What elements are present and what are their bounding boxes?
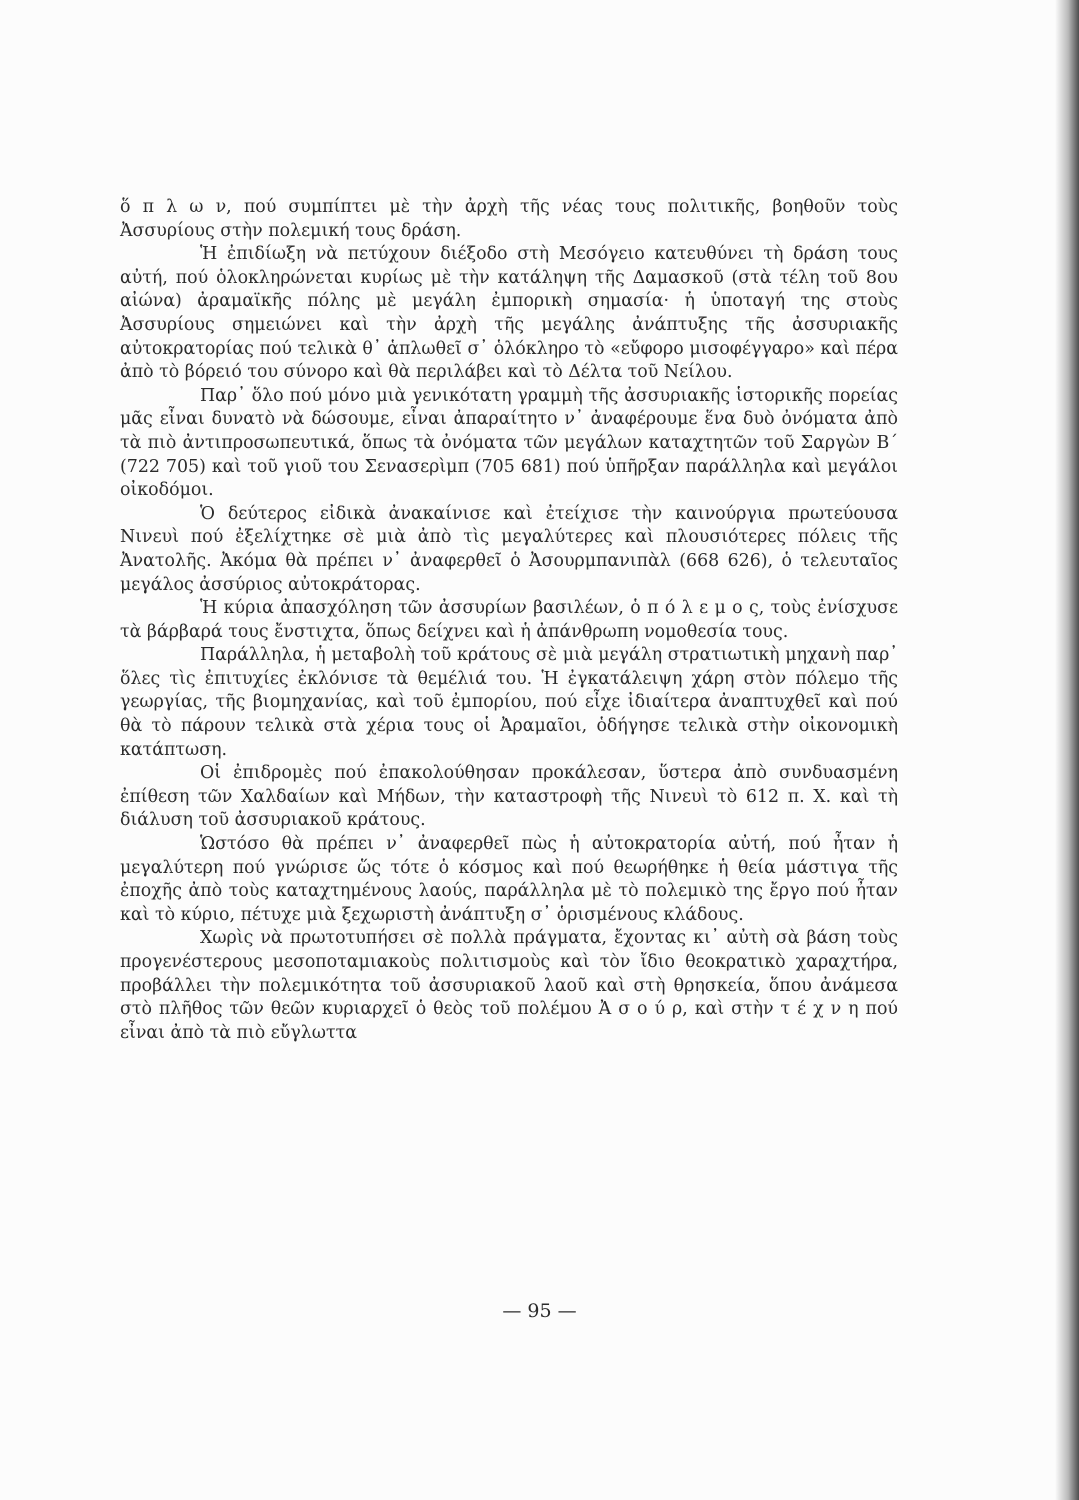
page-edge-shadow bbox=[1055, 0, 1079, 1500]
paragraph: Ἡ ἐπιδίωξη νὰ πετύχουν διέξοδο στὴ Μεσόγειο κατευθύνει τὴ δράση τους αὐτή, πού ὁλοκληρώνεται κυρίως μὲ τὴν κατάληψη τῆς Δαμασκοῦ (στὰ τέλη τοῦ 8ου αἰώνα) ἀραμαϊκῆς πόλης μὲ μεγάλη ἐμπορικὴ σημασία· ἡ ὑποταγή της στοὺς Ἀσσυρίους σημειώνει καὶ τὴν ἀρχὴ τῆς μεγάλης ἀνάπτυξης τῆς ἀσσυριακῆς αὐτοκρατορίας πού τελικὰ θ᾽ ἁπλωθεῖ σ᾽ ὁλόκληρο τὸ «εὔφορο μισοφέγγαρο» καὶ πέρα ἀπὸ τὸ βόρειό του σύνορο καὶ θὰ περιλάβει καὶ τὸ Δέλτα τοῦ Νείλου. bbox=[120, 244, 898, 383]
paragraph: Ἡ κύρια ἀπασχόληση τῶν ἀσσυρίων βασιλέων, ὁ π ό λ ε μ ο ς, τοὺς ἐνίσχυσε τὰ βάρβαρά τους ἔνστιχτα, ὅπως δείχνει καὶ ἡ ἀπάνθρωπη νομοθεσία τους. bbox=[120, 598, 898, 642]
paragraph: Χωρὶς νὰ πρωτοτυπήσει σὲ πολλὰ πράγματα, ἔχοντας κι᾽ αὐτὴ σὰ βάση τοὺς προγενέστερους μεσοποταμιακοὺς πολιτισμοὺς καὶ τὸν ἴδιο θεοκρατικὸ χαραχτήρα, προβάλλει τὴν πολεμικότητα τοῦ ἀσσυριακοῦ λαοῦ καὶ στὴ θρησκεία, ὅπου ἀνάμεσα στὸ πλῆθος τῶν θεῶν κυριαρχεῖ ὁ θεὸς τοῦ πολέμου Ἀ σ ο ύ ρ, καὶ στὴν τ έ χ ν η πού εἶναι ἀπὸ τὰ πιὸ εὔγλωττα bbox=[120, 928, 898, 1043]
paragraph: Οἱ ἐπιδρομὲς πού ἐπακολούθησαν προκάλεσαν, ὕστερα ἀπὸ συνδυασμένη ἐπίθεση τῶν Χαλδαίων καὶ Μήδων, τὴν καταστροφὴ τῆς Νινευὶ τὸ 612 π. Χ. καὶ τὴ διάλυση τοῦ ἀσσυριακοῦ κράτους. bbox=[120, 763, 898, 831]
body-text bbox=[120, 196, 898, 1045]
paragraph-continuation: ὅ π λ ω ν, πού συμπίπτει μὲ τὴν ἀρχὴ τῆς νέας τους πολιτικῆς, βοηθοῦν τοὺς Ἀσσυρίους στὴν πολεμική τους δράση. bbox=[120, 197, 898, 241]
page-number: — 95 — bbox=[502, 1300, 577, 1322]
paragraph: Ὁ δεύτερος εἰδικὰ ἀνακαίνισε καὶ ἐτείχισε τὴν καινούργια πρωτεύουσα Νινευὶ πού ἐξελίχτηκε σὲ μιὰ ἀπὸ τὶς μεγαλύτερες καὶ πλουσιότερες πόλεις τῆς Ἀνατολῆς. Ἀκόμα θὰ πρέπει ν᾽ ἀναφερθεῖ ὁ Ἀσουρμπανιπὰλ (668 626), ὁ τελευταῖος μεγάλος ἀσσύριος αὐτοκράτορας. bbox=[120, 503, 898, 595]
paragraph: Ὡστόσο θὰ πρέπει ν᾽ ἀναφερθεῖ πὼς ἡ αὐτοκρατορία αὐτή, πού ἦταν ἡ μεγαλύτερη πού γνώρισε ὥς τότε ὁ κόσμος καὶ πού θεωρήθηκε ἡ θεία μάστιγα τῆς ἐποχῆς ἀπὸ τοὺς καταχτημένους λαούς, παράλληλα μὲ τὸ πολεμικὸ της ἔργο πού ἦταν καὶ τὸ κύριο, πέτυχε μιὰ ξεχωριστὴ ἀνάπτυξη σ᾽ ὁρισμένους κλάδους. bbox=[120, 834, 898, 925]
paragraph: Παράλληλα, ἡ μεταβολὴ τοῦ κράτους σὲ μιὰ μεγάλη στρατιωτικὴ μηχανὴ παρ᾽ ὅλες τὶς ἐπιτυχίες ἐκλόνισε τὰ θεμέλιά του. Ἡ ἐγκατάλειψη χάρη στὸν πόλεμο τῆς γεωργίας, τῆς βιομηχανίας, καὶ τοῦ ἐμπορίου, πού εἶχε ἰδιαίτερα ἀναπτυχθεῖ καὶ πού θὰ τὸ πάρουν τελικὰ στὰ χέρια τους οἱ Ἀραμαῖοι, ὁδήγησε τελικὰ στὴν οἰκονομικὴ κατάπτωση. bbox=[120, 645, 898, 760]
paragraph: Παρ᾽ ὅλο πού μόνο μιὰ γενικότατη γραμμὴ τῆς ἀσσυριακῆς ἱστορικῆς πορείας μᾶς εἶναι δυνατὸ νὰ δώσουμε, εἶναι ἀπαραίτητο ν᾽ ἀναφέρουμε ἕνα δυὸ ὀνόματα ἀπὸ τὰ πιὸ ἀντιπροσωπευτικά, ὅπως τὰ ὀνόματα τῶν μεγάλων καταχτητῶν τοῦ Σαργὼν Β΄ (722 705) καὶ τοῦ γιοῦ του Σενασερὶμπ (705 681) πού ὑπῆρξαν παράλληλα καὶ μεγάλοι οἰκοδόμοι. bbox=[120, 385, 898, 501]
